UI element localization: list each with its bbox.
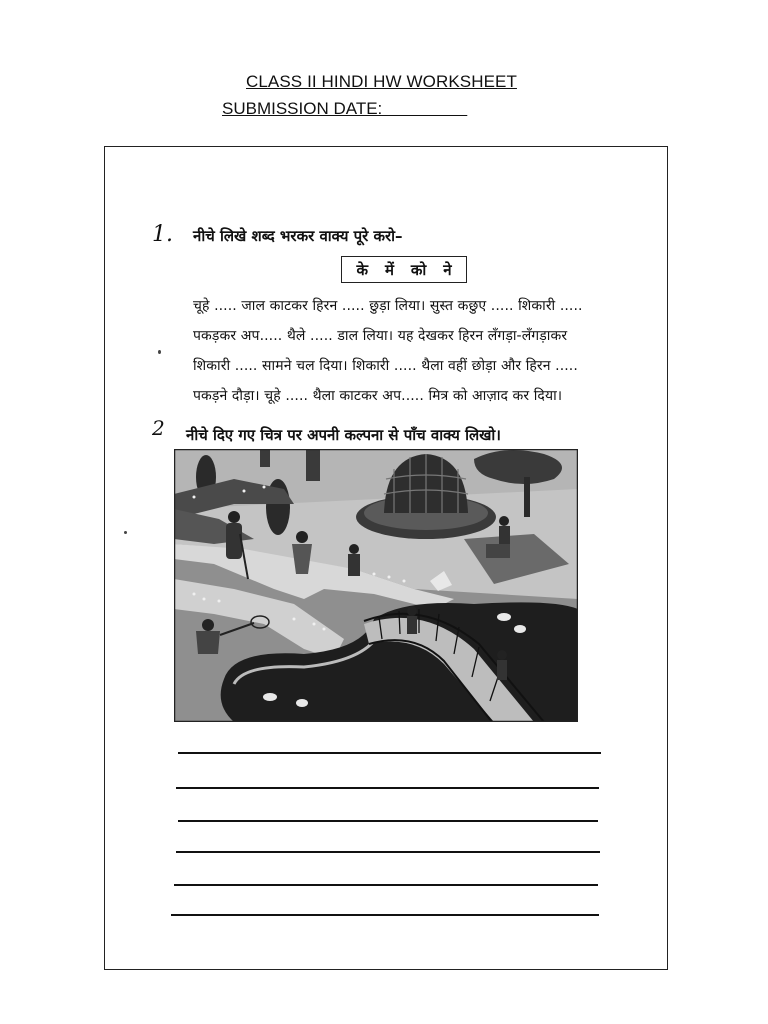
person-body	[499, 526, 510, 544]
writing-line-5[interactable]	[174, 884, 598, 886]
fill-in-line-1: चूहे ..... जाल काटकर हिरन ..... छुड़ा लिया। सुस्त कछुए ..... शिकारी .....	[193, 298, 583, 314]
word-bank-word: के	[356, 260, 368, 279]
fill-in-line-3: शिकारी ..... सामने चल दिया। शिकारी ..... थैला वहीं छोड़ा और हिरन .....	[193, 358, 578, 374]
worksheet-title: CLASS II HINDI HW WORKSHEET	[246, 72, 517, 91]
writing-line-1[interactable]	[178, 752, 601, 754]
question-2-number: 2	[152, 416, 165, 440]
word-bank-word: ने	[443, 260, 452, 279]
park-scene-illustration	[174, 449, 578, 722]
scan-speck	[124, 531, 127, 534]
submission-date-label: SUBMISSION DATE:	[222, 99, 468, 118]
fill-in-line-2: पकड़कर अप..... थैले ..... डाल लिया। यह देखकर हिरन लँगड़ा-लँगड़ाकर	[193, 328, 568, 344]
person-head	[499, 516, 509, 526]
word-bank-word: में	[384, 260, 394, 279]
writing-line-3[interactable]	[178, 820, 598, 822]
question-1-instruction: नीचे लिखे शब्द भरकर वाक्य पूरे करो–	[193, 227, 403, 245]
fill-in-line-4: पकड़ने दौड़ा। चूहे ..... थैला काटकर अप..... मित्र को आज़ाद कर दिया।	[193, 388, 563, 404]
tree-trunk	[260, 449, 270, 467]
question-2-instruction: नीचे दिए गए चित्र पर अपनी कल्पना से पाँच वाक्य लिखो।	[186, 426, 501, 444]
word-bank-box	[341, 256, 467, 283]
word-bank-word: को	[410, 260, 427, 279]
writing-line-4[interactable]	[176, 851, 600, 853]
writing-line-2[interactable]	[176, 787, 599, 789]
scan-speck	[158, 350, 161, 354]
writing-line-6[interactable]	[171, 914, 599, 916]
question-1-number: 1.	[152, 222, 173, 247]
tree-trunk	[306, 449, 320, 481]
picnic-basket	[486, 544, 510, 558]
